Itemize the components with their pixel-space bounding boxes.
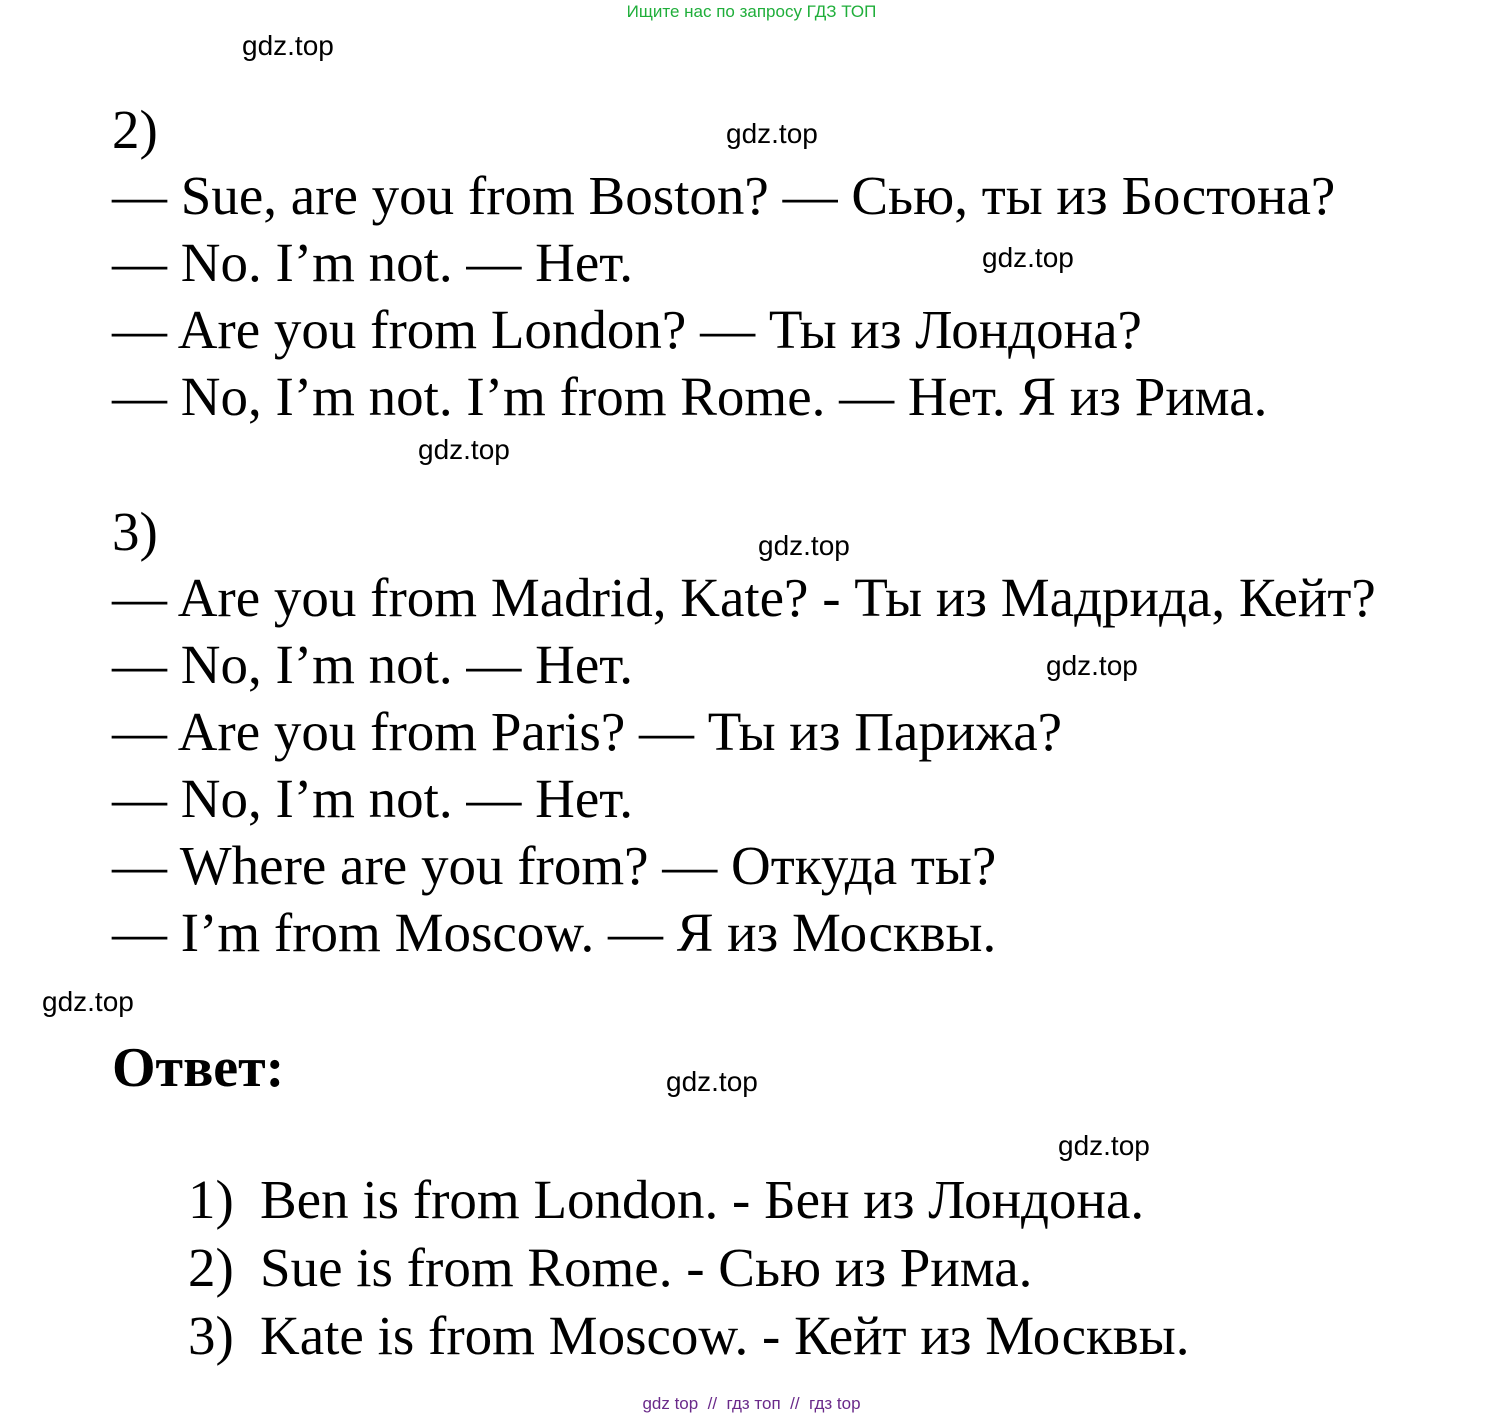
dialogue-line: — Are you from Madrid, Kate? - Ты из Мадрида, Кейт? [112,567,1376,628]
answer-item-text: Sue is from Rome. - Сью из Рима. [260,1237,1033,1298]
dialogue-line: — No, I’m not. — Нет. [112,768,633,829]
watermark: gdz.top [242,30,334,61]
answer-item-text: Kate is from Moscow. - Кейт из Москвы. [260,1305,1190,1366]
answer-item-number: 1) [188,1169,234,1230]
watermark: gdz.top [758,530,850,561]
top-banner: Ищите нас по запросу ГДЗ ТОП [626,2,877,21]
answer-item-number: 3) [188,1305,234,1366]
answer-item [188,1304,1189,1368]
dialogue-line: — No. I’m not. — Нет. [112,232,633,293]
bottom-banner: gdz top // гдз топ // гдз top [642,1394,861,1413]
dialogue-line: — Are you from Paris? — Ты из Парижа? [112,701,1063,762]
dialogue-line: — No, I’m not. I’m from Rome. — Нет. Я из Рима. [112,366,1268,427]
section-number: 3) [112,501,158,562]
dialogue-line: — Sue, are you from Boston? — Сью, ты из Бостона? [112,165,1336,226]
answer-item [188,1168,1144,1232]
watermark: gdz.top [982,242,1074,273]
watermark: gdz.top [666,1066,758,1097]
dialogue-line: — No, I’m not. — Нет. [112,634,633,695]
watermark: gdz.top [418,434,510,465]
answer-item-text: Ben is from London. - Бен из Лондона. [260,1169,1145,1230]
section-number: 2) [112,99,158,160]
watermark: gdz.top [42,986,134,1017]
dialogue-line: — Are you from London? — Ты из Лондона? [112,299,1142,360]
watermark: gdz.top [1058,1130,1150,1161]
answer-item [188,1236,1032,1300]
watermark: gdz.top [1046,650,1138,681]
answer-item-number: 2) [188,1237,234,1298]
watermark: gdz.top [726,118,818,149]
answer-title: Ответ: [112,1037,285,1099]
dialogue-line: — Where are you from? — Откуда ты? [112,835,997,896]
dialogue-line: — I’m from Moscow. — Я из Москвы. [112,902,997,963]
